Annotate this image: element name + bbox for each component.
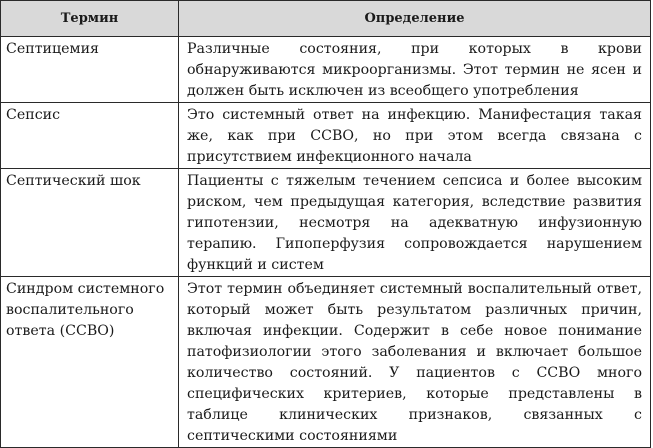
header-term: Термин xyxy=(1,1,179,37)
table-row xyxy=(1,103,651,169)
table-header-row xyxy=(1,1,651,37)
term-cell: Септицемия xyxy=(1,37,179,103)
definition-cell: Различные состояния, при которых в крови обнаруживаются микроорганизмы. Этот термин не ясен и должен быть исключен из всеобщего употребления xyxy=(179,37,651,103)
table-row xyxy=(1,277,651,448)
term-cell: Синдром системного воспалительного ответа (ССВО) xyxy=(1,277,179,448)
table-row xyxy=(1,169,651,277)
definition-cell: Этот термин объединяет системный воспалительный ответ, который может быть результатом различных причин, включая инфекции. Содержит в себе новое понимание патофизиологии этого заболевания и включает большое количество состояний. У пациентов с ССВО много специфических критериев, которые представлены в таблице клинических признаков, связанных с септическими состояниями xyxy=(179,277,651,448)
definition-cell: Пациенты с тяжелым течением сепсиса и более высоким риском, чем предыдущая категория, вследствие развития гипотензии, несмотря на адекватную инфузионную терапию. Гипоперфузия сопровождается нарушением функций и систем xyxy=(179,169,651,277)
term-cell: Септический шок xyxy=(1,169,179,277)
table-row xyxy=(1,37,651,103)
header-definition: Определение xyxy=(179,1,651,37)
term-cell: Сепсис xyxy=(1,103,179,169)
definition-cell: Это системный ответ на инфекцию. Манифестация такая же, как при ССВО, но при этом всегда связана с присутствием инфекционного начала xyxy=(179,103,651,169)
